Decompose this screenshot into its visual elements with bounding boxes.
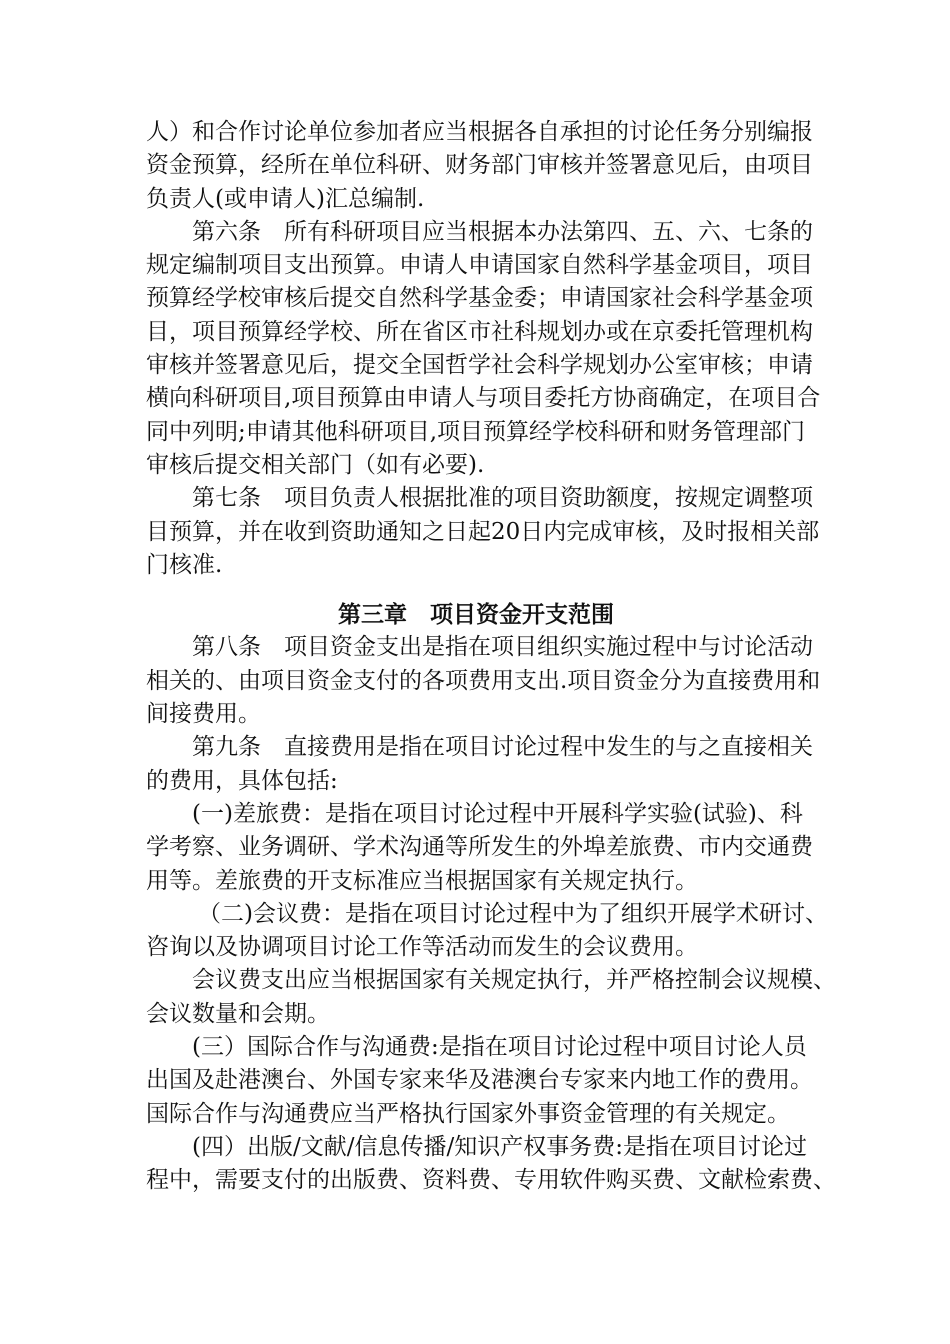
paragraph-line: 预算经学校审核后提交自然科学基金委；申请国家社会科学基金项 (146, 285, 813, 312)
paragraph-line: 负责人(或申请人)汇总编制. (146, 185, 425, 212)
paragraph-line: 间接费用。 (146, 701, 261, 728)
chapter-heading: 第三章 项目资金开支范围 (338, 601, 614, 629)
paragraph-line: 会议数量和会期。 (146, 1000, 330, 1027)
paragraph-line: 相关的、由项目资金支付的各项费用支出.项目资金分为直接费用和 (146, 667, 821, 694)
paragraph-line: 的费用，具体包括: (146, 767, 338, 794)
paragraph-line: 横向科研项目,项目预算由申请人与项目委托方协商确定，在项目合 (146, 385, 821, 412)
article-8-line: 第八条 项目资金支出是指在项目组织实施过程中与讨论活动 (192, 634, 813, 661)
paragraph-line: 国际合作与沟通费应当严格执行国家外事资金管理的有关规定。 (146, 1100, 790, 1127)
article-7-line: 第七条 项目负责人根据批准的项目资助额度，按规定调整项 (192, 485, 813, 512)
item-1-line: (一)差旅费：是指在项目讨论过程中开展科学实验(试验)、科 (192, 800, 803, 827)
document-body (146, 116, 836, 1198)
paragraph-line: 咨询以及协调项目讨论工作等活动而发生的会议费用。 (146, 934, 698, 961)
paragraph-line: 审核并签署意见后，提交全国哲学社会科学规划办公室审核；申请 (146, 352, 813, 379)
paragraph-line: 人）和合作讨论单位参加者应当根据各自承担的讨论任务分别编报 (146, 119, 813, 145)
article-6-line: 第六条 所有科研项目应当根据本办法第四、五、六、七条的 (192, 218, 813, 245)
item-4-line: (四）出版/文献/信息传播/知识产权事务费:是指在项目讨论过 (192, 1133, 807, 1160)
paragraph-line: 用等。差旅费的开支标准应当根据国家有关规定执行。 (146, 867, 698, 894)
paragraph-line: 规定编制项目支出预算。申请人申请国家自然科学基金项目，项目 (146, 252, 813, 279)
paragraph-line: 会议费支出应当根据国家有关规定执行，并严格控制会议规模、 (192, 967, 836, 994)
item-3-line: (三）国际合作与沟通费:是指在项目讨论过程中项目讨论人员 (192, 1034, 807, 1061)
article-9-line: 第九条 直接费用是指在项目讨论过程中发生的与之直接相关 (192, 734, 813, 761)
paragraph-line: 出国及赴港澳台、外国专家来华及港澳台专家来内地工作的费用。 (146, 1067, 813, 1094)
paragraph-line: 门核准. (146, 551, 223, 578)
paragraph-line: 学考察、业务调研、学术沟通等所发生的外埠差旅费、市内交通费 (146, 834, 813, 861)
paragraph-line: 资金预算，经所在单位科研、财务部门审核并签署意见后，由项目 (146, 152, 813, 179)
paragraph-line: 同中列明;申请其他科研项目,项目预算经学校科研和财务管理部门 (146, 418, 806, 445)
paragraph-line: 审核后提交相关部门（如有必要). (146, 451, 485, 478)
paragraph-line: 目，项目预算经学校、所在省区市社科规划办或在京委托管理机构 (146, 318, 813, 345)
paragraph-line: 目预算，并在收到资助通知之日起20日内完成审核，及时报相关部 (146, 518, 820, 545)
paragraph-line: 程中，需要支付的出版费、资料费、专用软件购买费、文献检索费、 (146, 1167, 836, 1194)
item-2-line: （二)会议费：是指在项目讨论过程中为了组织开展学术研讨、 (198, 900, 828, 927)
